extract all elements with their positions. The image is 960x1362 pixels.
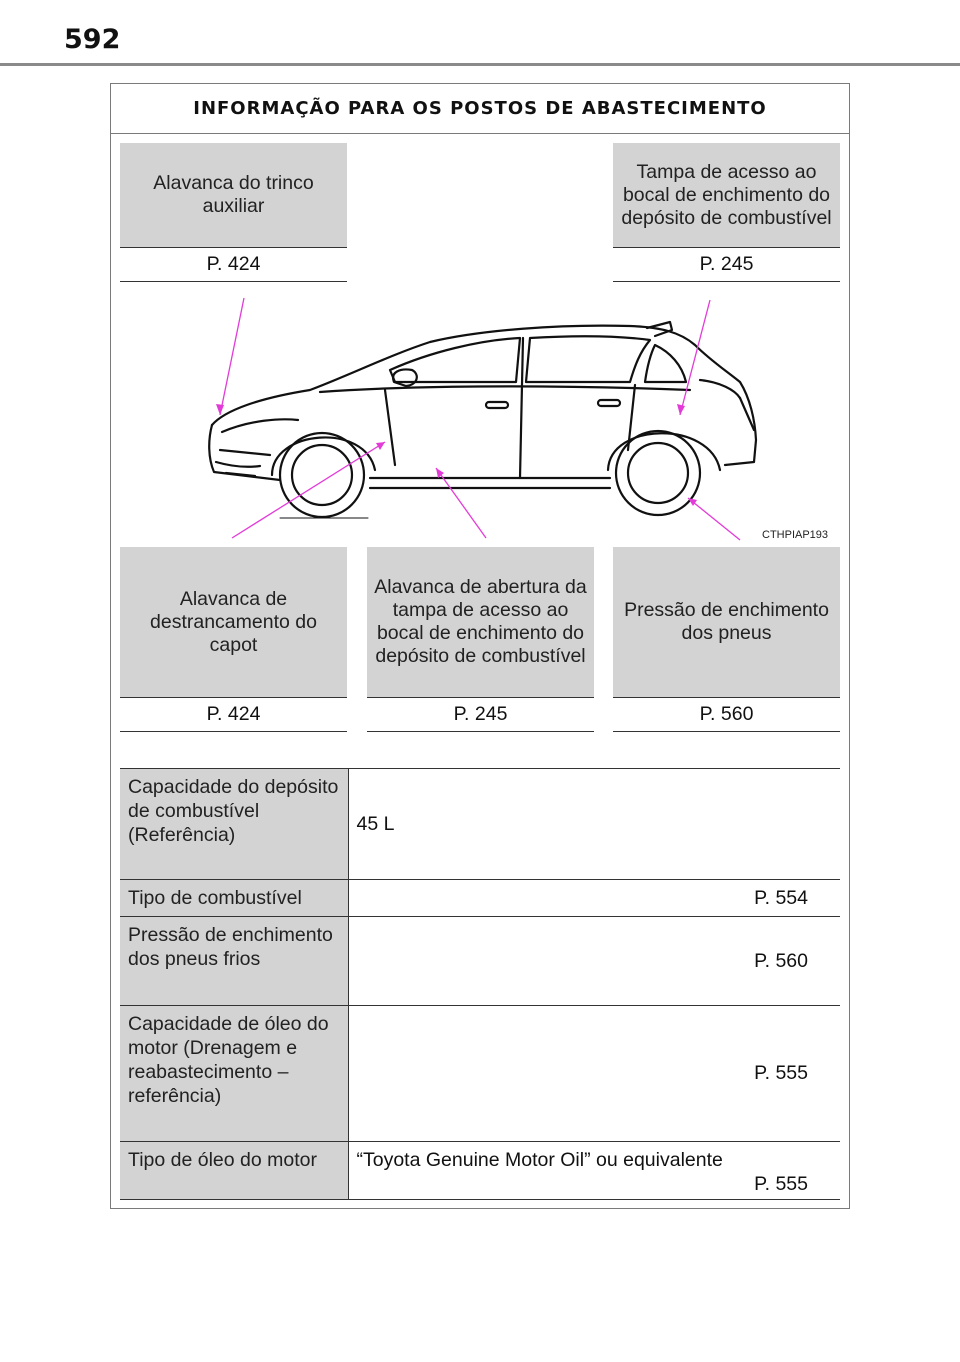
page-reference: P. 245 [613,247,840,282]
page-reference: P. 424 [120,247,347,282]
callout-label: Alavanca de abertura da tampa de acesso ao bocal de enchimento do depósito de combustível [367,547,594,697]
spec-value [348,917,840,1006]
spec-value-text: 45 L [356,813,395,835]
spec-label: Capacidade do depósito de combustível (Referência) [120,769,348,880]
spec-value [348,769,840,880]
spec-value [348,1006,840,1142]
page-reference: P. 555 [754,1062,808,1084]
table-row [120,917,840,1006]
spec-label: Tipo de óleo do motor [120,1142,348,1200]
table-row [120,880,840,917]
page-reference: P. 555 [754,1173,808,1195]
specs-table [120,768,840,1200]
callout-label: Alavanca do trinco auxiliar [120,143,347,247]
page-number: 592 [64,24,121,55]
callout-fuel-door [613,143,840,282]
callout-auxiliary-latch [120,143,347,282]
table-row [120,769,840,880]
table-row [120,1006,840,1142]
callout-label: Tampa de acesso ao bocal de enchimento do depósito de combustível [613,143,840,247]
vehicle-side-diagram [180,290,840,545]
spec-value-text: “Toyota Genuine Motor Oil” ou equivalente [356,1149,723,1171]
spec-value [348,880,840,917]
callout-tire-pressure [613,547,840,732]
callout-label: Pressão de enchimento dos pneus [613,547,840,697]
page-reference: P. 560 [613,697,840,732]
spec-label: Capacidade de óleo do motor (Drenagem e reabastecimento – referência) [120,1006,348,1142]
page-reference: P. 424 [120,697,347,732]
section-title: INFORMAÇÃO PARA OS POSTOS DE ABASTECIMENTO [111,84,849,134]
spec-label: Tipo de combustível [120,880,348,917]
spec-value [348,1142,840,1200]
spec-label: Pressão de enchimento dos pneus frios [120,917,348,1006]
figure-code: CTHPIAP193 [762,529,829,541]
page-reference: P. 245 [367,697,594,732]
callout-hood-lever [120,547,347,732]
callout-label: Alavanca de destrancamento do capot [120,547,347,697]
callout-fuel-door-lever [367,547,594,732]
page-reference: P. 560 [754,950,808,972]
page-reference: P. 554 [754,887,808,909]
header-rule [0,63,960,66]
table-row [120,1142,840,1200]
